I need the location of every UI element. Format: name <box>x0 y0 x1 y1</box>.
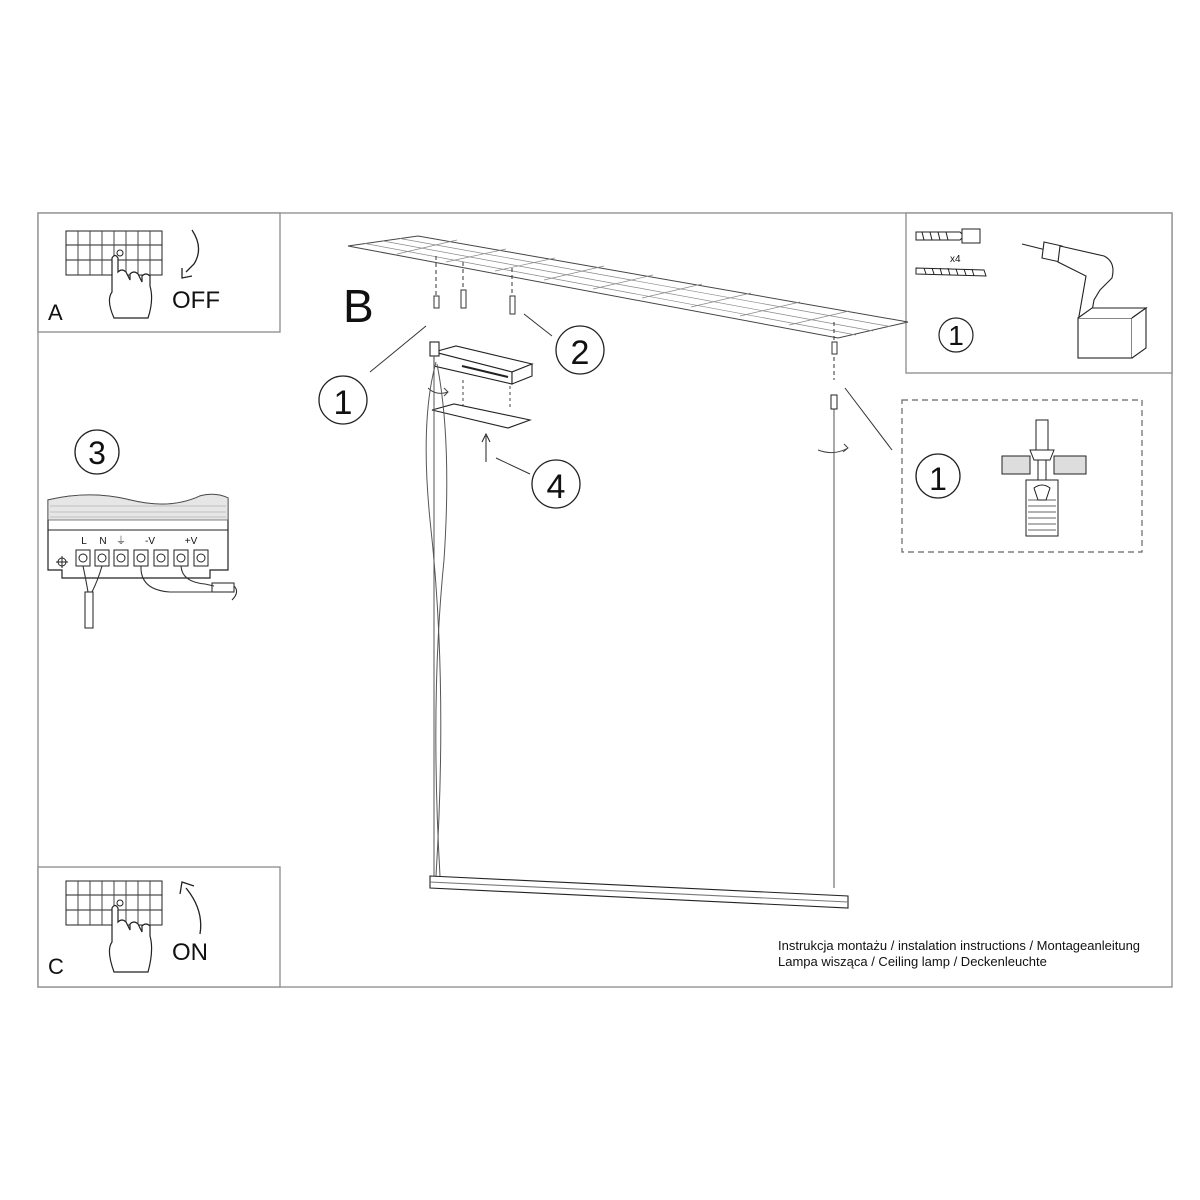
caption <box>778 938 1140 970</box>
caption-product: Lampa wisząca / Ceiling lamp / Deckenleuchte <box>778 954 1047 969</box>
terminal-label-minus-v: -V <box>145 536 155 547</box>
terminal-label-ground: ⏚ <box>116 536 126 547</box>
callout-leader-lines <box>370 314 552 474</box>
twist-arrow-icon <box>818 444 848 453</box>
on-label: ON <box>172 939 208 966</box>
off-label: OFF <box>172 287 220 314</box>
callout-1-anchor: 1 <box>333 384 353 422</box>
anchor-detail-panel <box>902 400 1142 552</box>
panel-c <box>38 867 280 987</box>
callout-4-cover: 4 <box>546 468 566 506</box>
terminal-label-l: L <box>81 536 87 547</box>
panel-letter-b: B <box>343 280 374 332</box>
caption-instructions: Instrukcja montażu / instalation instructions / Montageanleitung <box>778 938 1141 953</box>
panel-letter-a: A <box>48 300 63 325</box>
led-light-bar <box>430 876 848 908</box>
canopy-box <box>430 342 532 384</box>
callout-1-anchor-detail: 1 <box>929 461 947 497</box>
toolkit-panel <box>906 213 1172 373</box>
twist-arrow-icon <box>428 388 448 396</box>
ceiling-plane <box>348 236 908 338</box>
quantity-label: x4 <box>950 254 961 265</box>
terminal-block-section <box>48 430 237 628</box>
push-up-arrow-icon <box>482 434 490 462</box>
callout-1-toolkit: 1 <box>948 320 964 351</box>
terminal-label-plus-v: +V <box>184 536 198 547</box>
panel-a <box>38 213 280 332</box>
cover-plate <box>432 404 530 428</box>
terminal-label-n: N <box>99 536 107 547</box>
panel-letter-c: C <box>48 954 64 979</box>
terminal-screws <box>76 550 208 566</box>
callout-2-screws: 2 <box>570 334 590 372</box>
callout-3: 3 <box>88 435 106 471</box>
